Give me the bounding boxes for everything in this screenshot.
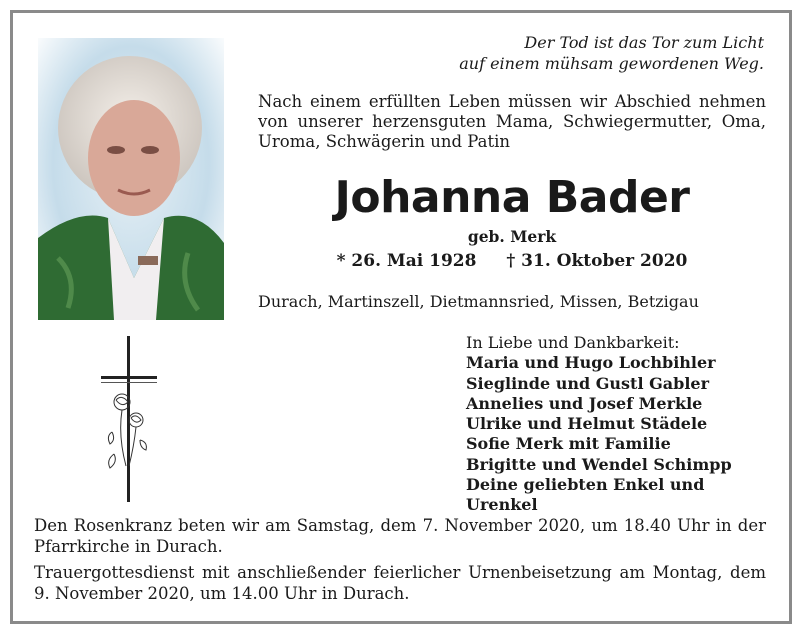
mourner-entry: Annelies und Josef Merkle <box>466 393 703 413</box>
mourners-list <box>466 333 776 516</box>
mourners-lead: In Liebe und Dankbarkeit: <box>466 333 680 352</box>
motto-line-2: auf einem mühsam gewordenen Weg. <box>459 54 764 73</box>
intro-paragraph: Nach einem erfüllten Leben müssen wir Abschied nehmen von unserer herzensguten Mama, Schwiegermutter, Oma, Uroma, Schwägerin und Patin <box>258 92 766 151</box>
funeral-service-notice: Trauergottesdienst mit anschließender feierlicher Urnenbeisetzung am Montag, dem 9. November 2020, um 14.00 Uhr in Durach. <box>34 563 766 603</box>
mourner-entry: Sofie Merk mit Familie <box>466 434 671 454</box>
mourner-entry: Brigitte und Wendel Schimpp <box>466 454 732 474</box>
mourner-entry: Maria und Hugo Lochbihler <box>466 353 716 373</box>
intro-text <box>258 92 766 152</box>
maiden-name: geb. Merk <box>467 227 557 246</box>
mourner-entry: Sieglinde und Gustl Gabler <box>466 373 709 393</box>
death-date: † 31. Oktober 2020 <box>506 251 688 271</box>
mourner-entry: Ulrike und Helmut Städele <box>466 414 708 434</box>
motto-quote <box>364 32 764 74</box>
cross-with-rose-icon <box>96 336 162 504</box>
rosary-notice: Den Rosenkranz beten wir am Samstag, dem 7. November 2020, um 18.40 Uhr in der Pfarrkirche in Durach. <box>34 516 766 556</box>
motto-line-1: Der Tod ist das Tor zum Licht <box>524 33 764 52</box>
deceased-name: Johanna Bader <box>334 172 690 223</box>
birth-date: * 26. Mai 1928 <box>336 251 477 271</box>
portrait-photo <box>38 38 224 320</box>
mourner-entry: Deine geliebten Enkel und Urenkel <box>466 475 705 515</box>
life-dates <box>258 251 766 271</box>
places-line: Durach, Martinszell, Dietmannsried, Missen, Betzigau <box>258 292 699 311</box>
